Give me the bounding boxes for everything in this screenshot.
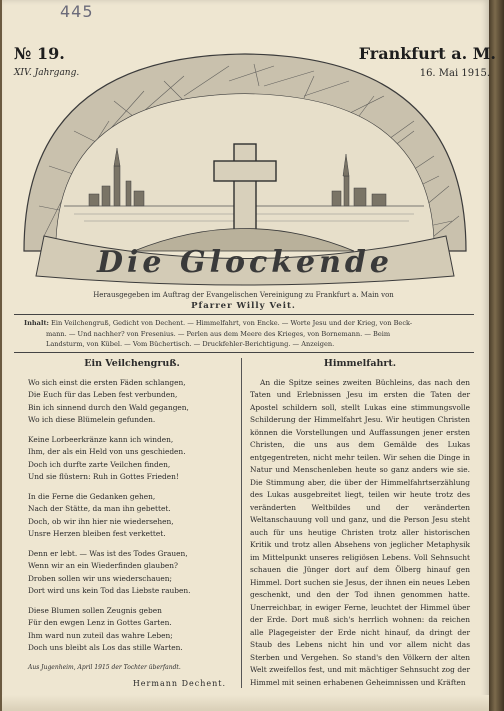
poem-title: Ein Veilchengruß. (84, 358, 180, 369)
publication-city: Frankfurt a. M. (358, 44, 496, 63)
contents-label: Inhalt: (24, 319, 49, 327)
poem-line: Ihm, der als ein Held von uns geschieden. (28, 447, 186, 456)
poem-line: Keine Lorbeerkränze kann ich winden, (28, 434, 174, 444)
poem-stanza (28, 377, 236, 427)
publication-date: 16. Mai 1915. (419, 68, 490, 79)
publisher-block (20, 290, 467, 312)
poem-line: Doch ich durfte zarte Veilchen finden, (28, 459, 171, 469)
poem-line: Wo sich einst die ersten Fäden schlangen, (28, 377, 186, 387)
poem-line: Unsre Herzen bleiben fest verkettet. (28, 529, 166, 538)
editor-name: Pfarrer Willy Veit. (191, 301, 296, 311)
contents-top-rule (14, 314, 474, 315)
page-bottom-edge (2, 695, 489, 711)
article-column (250, 358, 470, 689)
contents-line: Landsturm, von Kübel. — Vom Büchertisch. — Druckfehler-Berichtigung. — Anzeigen. (46, 340, 335, 348)
book-binding (489, 0, 504, 711)
issue-number: № 19. (14, 44, 65, 63)
poem-column (28, 358, 236, 691)
poem-line: Doch, ob wir ihn hier nie wiedersehen, (28, 516, 174, 526)
poem-line: Diese Blumen sollen Zeugnis geben (28, 605, 162, 615)
article-body: An die Spitze seines zweiten Büchleins, das nach den Taten und Erlebnissen Jesu im ersten die Taten der Apostel schildern soll, stellt Lukas eine stimmungsvolle Schilderung der Himmelfahrt Jesu. Wir heutigen Christen können die Vorstellungen und Auffassungen jener ersten Christen, die uns aus dem Gemälde des Lukas entgegentreten, nicht mehr teilen. Wir sehen die Dinge in Natur und Menschenleben heute so ganz anders wie sie. Die Stimmung aber, die über der Himmelfahrtserzählung des Lukas ausgebreitet liegt, teilen wir heute trotz des veränderten Weltbildes und der veränderten Weltanschauung voll und ganz, und die Person Jesu steht auch für uns heutige Christen trotz aller historischen Kritik und trotz allen Absehens von jeglicher Metaphysik im Mittelpunkt unseres religiösen Lebens. Voll Sehnsucht schauen die Jünger dort auf dem Ölberg hinauf gen Himmel. Dort suchen sie Jesus, der ihnen ein neues Leben geschenkt, und den der Tod ihnen genommen hatte. Unerreichbar, in ewiger Ferne, leuchtet der Himmel über der Erde. Dort muß sich's herrlich wohnen: da reichen alle Plagegeister der Erde nicht hinauf, da dringt der Staub des Lebens nicht hin und vor allem nicht das Sterben und Vergehen. So stand's den Völkern der alten Welt zweifellos fest, und mit mächtiger Sehnsucht zog der Himmel mit seinen erhabenen Geheimnissen und Kräften (250, 377, 470, 687)
article-title: Himmelfahrt. (323, 358, 397, 369)
poem-stanza (28, 491, 236, 541)
pencil-page-number: 445 (60, 2, 94, 21)
masthead-title: Die Glockende (97, 245, 393, 280)
poem-line: Für den ewgen Lenz in Gottes Garten. (28, 618, 172, 627)
poem-line: Ihm ward nun zuteil das wahre Leben; (28, 630, 173, 640)
masthead-illustration (14, 36, 477, 288)
poem-line: Wo ich diese Blümelein gefunden. (28, 415, 156, 424)
column-divider (241, 358, 242, 688)
contents-bottom-rule (14, 352, 474, 353)
table-of-contents (24, 318, 464, 350)
poem-line: Dort wird uns kein Tod das Liebste rauben. (28, 586, 191, 595)
poem-line: Bin ich sinnend durch den Wald gegangen, (28, 402, 189, 412)
publisher-line: Herausgegeben im Auftrag der Evangelischen Vereinigung zu Frankfurt a. Main von (93, 291, 394, 299)
poem-line: Doch uns bleibt als Los das stille Warten. (28, 643, 183, 652)
poem-line: Denn er lebt. — Was ist des Todes Grauen, (28, 548, 188, 558)
poem-stanza (28, 605, 236, 655)
poem-line: Droben sollen wir uns wiederschauen; (28, 573, 172, 583)
poem-stanza (28, 548, 236, 598)
poem-author: Hermann Dechent. (132, 679, 226, 688)
poem-dateline: Aus Jugenheim, April 1915 der Tochter überfandt. (28, 663, 181, 671)
contents-line: Ein Veilchengruß, Gedicht von Dechent. — Himmelfahrt, von Encke. — Worte Jesu und der Krieg, von Beck- (51, 319, 413, 327)
contents-line: mann. — Und nachher? von Fresenius. — Perlen aus dem Meere des Krieges, von Bornemann. — Beim (46, 329, 391, 338)
poem-line: Die Euch für das Leben fest verbunden, (28, 390, 178, 399)
poem-line: Und sie flüstern: Ruh in Gottes Frieden! (28, 472, 179, 481)
poem-line: Wenn wir an ein Wiederfinden glauben? (28, 561, 179, 570)
poem-stanza (28, 434, 236, 484)
volume-year: XIV. Jahrgang. (14, 68, 80, 78)
poem-line: Nach der Stätte, da man ihn gebettet. (28, 504, 171, 513)
poem-line: In die Ferne die Gedanken gehen, (28, 491, 156, 501)
